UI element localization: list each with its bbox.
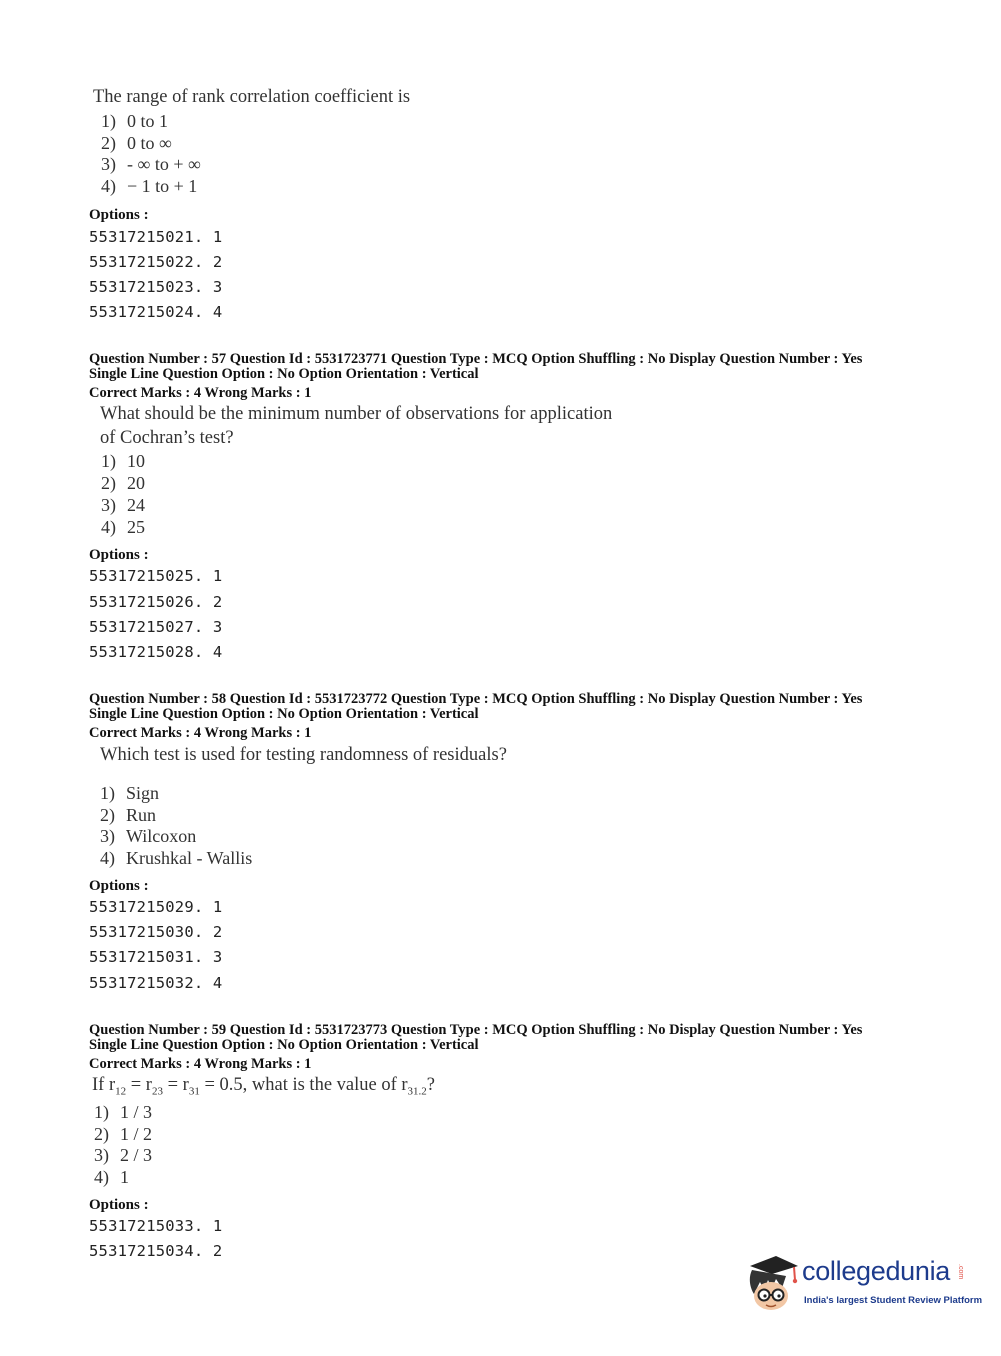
choice-text: 0 to ∞: [127, 133, 172, 153]
choice-number: 1): [100, 783, 115, 803]
option-id: 55317215033. 1: [89, 1217, 223, 1235]
choice: [100, 826, 196, 847]
brand-tagline: India's largest Student Review Platform: [804, 1295, 983, 1306]
choice-number: 3): [94, 1145, 109, 1165]
question-meta-line2: Single Line Question Option : No Option Orientation : Vertical: [89, 366, 479, 382]
option-id: 55317215026. 2: [89, 593, 223, 611]
option-id: 55317215024. 4: [89, 303, 223, 321]
collegedunia-logo[interactable]: [742, 1250, 983, 1322]
choice-number: 2): [94, 1124, 109, 1144]
choice: [94, 1145, 152, 1166]
option-id: 55317215031. 3: [89, 948, 223, 966]
question-marks: Correct Marks : 4 Wrong Marks : 1: [89, 1056, 312, 1072]
choice: [101, 154, 201, 175]
choice-number: 2): [101, 133, 116, 153]
brand-name: collegedunia: [802, 1256, 951, 1286]
option-id: 55317215030. 2: [89, 923, 223, 941]
choice-text: 1 / 2: [120, 1124, 153, 1144]
choice: [94, 1102, 152, 1123]
question-meta-line2: Single Line Question Option : No Option Orientation : Vertical: [89, 1037, 479, 1053]
choice: [94, 1124, 152, 1145]
question-meta-line2: Single Line Question Option : No Option Orientation : Vertical: [89, 706, 479, 722]
option-id: 55317215021. 1: [89, 228, 223, 246]
choice-text: 25: [127, 517, 145, 537]
choice-number: 4): [101, 176, 116, 196]
choice: [101, 517, 145, 538]
choice-text: Wilcoxon: [126, 826, 197, 846]
question-meta: Question Number : 57 Question Id : 5531723771 Question Type : MCQ Option Shuffling : No Display Question Number : Yes: [89, 351, 863, 367]
choice: [101, 133, 172, 154]
brand-dotcom: .com: [957, 1264, 964, 1280]
choice-number: 1): [101, 451, 116, 471]
choice-text: 20: [127, 473, 145, 493]
choice-text: 1: [120, 1167, 129, 1187]
subscript: 23: [151, 1085, 163, 1098]
choice-text: - ∞ to + ∞: [127, 154, 201, 174]
options-label: Options :: [89, 207, 149, 223]
question-text: Which test is used for testing randomness of residuals?: [100, 745, 507, 765]
choice-text: 10: [127, 451, 145, 471]
choice-text: Krushkal - Wallis: [126, 848, 253, 868]
choice-number: 4): [101, 517, 116, 537]
choice-number: 4): [100, 848, 115, 868]
choice-text: Run: [126, 805, 157, 825]
choice-text: − 1 to + 1: [127, 176, 198, 196]
choice: [100, 848, 252, 869]
option-id: 55317215032. 4: [89, 974, 223, 992]
choice: [101, 473, 145, 494]
option-id: 55317215028. 4: [89, 643, 223, 661]
options-label: Options :: [89, 878, 149, 894]
mascot-icon: [742, 1252, 802, 1314]
choice: [100, 783, 159, 804]
options-label: Options :: [89, 1197, 149, 1213]
question-text-line2: of Cochran’s test?: [100, 428, 234, 448]
choice-text: Sign: [126, 783, 160, 803]
choice-text: 24: [127, 495, 145, 515]
choice-number: 4): [94, 1167, 109, 1187]
question-text: [92, 1075, 435, 1098]
choice-number: 1): [101, 111, 116, 131]
question-meta: Question Number : 58 Question Id : 5531723772 Question Type : MCQ Option Shuffling : No Display Question Number : Yes: [89, 691, 863, 707]
option-id: 55317215023. 3: [89, 278, 223, 296]
choice-number: 3): [100, 826, 115, 846]
question-text: What should be the minimum number of observations for application: [100, 404, 613, 424]
question-marks: Correct Marks : 4 Wrong Marks : 1: [89, 385, 312, 401]
question-text: The range of rank correlation coefficient is: [93, 87, 411, 107]
choice-text: 1 / 3: [120, 1102, 153, 1122]
choice: [101, 451, 145, 472]
text-part: ?: [426, 1075, 436, 1095]
question-marks: Correct Marks : 4 Wrong Marks : 1: [89, 725, 312, 741]
text-part: If r: [92, 1075, 116, 1095]
option-id: 55317215027. 3: [89, 618, 223, 636]
choice: [94, 1167, 129, 1188]
subscript: 31: [188, 1085, 200, 1098]
choice: [101, 495, 145, 516]
options-label: Options :: [89, 547, 149, 563]
option-id: 55317215025. 1: [89, 567, 223, 585]
text-part: = r: [162, 1075, 189, 1095]
option-id: 55317215022. 2: [89, 253, 223, 271]
choice-text: 0 to 1: [127, 111, 169, 131]
text-part: = r: [126, 1075, 152, 1095]
choice-number: 3): [101, 495, 116, 515]
option-id: 55317215029. 1: [89, 898, 223, 916]
choice: [100, 805, 156, 826]
question-meta: Question Number : 59 Question Id : 5531723773 Question Type : MCQ Option Shuffling : No Display Question Number : Yes: [89, 1022, 863, 1038]
choice: [101, 176, 197, 197]
choice-text: 2 / 3: [120, 1145, 153, 1165]
choice-number: 2): [100, 805, 115, 825]
option-id: 55317215034. 2: [89, 1242, 223, 1260]
choice-number: 1): [94, 1102, 109, 1122]
choice: [101, 111, 168, 132]
text-part: = 0.5, what is the value of r: [199, 1075, 408, 1095]
subscript: 31.2: [407, 1085, 427, 1098]
choice-number: 3): [101, 154, 116, 174]
subscript: 12: [115, 1085, 127, 1098]
choice-number: 2): [101, 473, 116, 493]
